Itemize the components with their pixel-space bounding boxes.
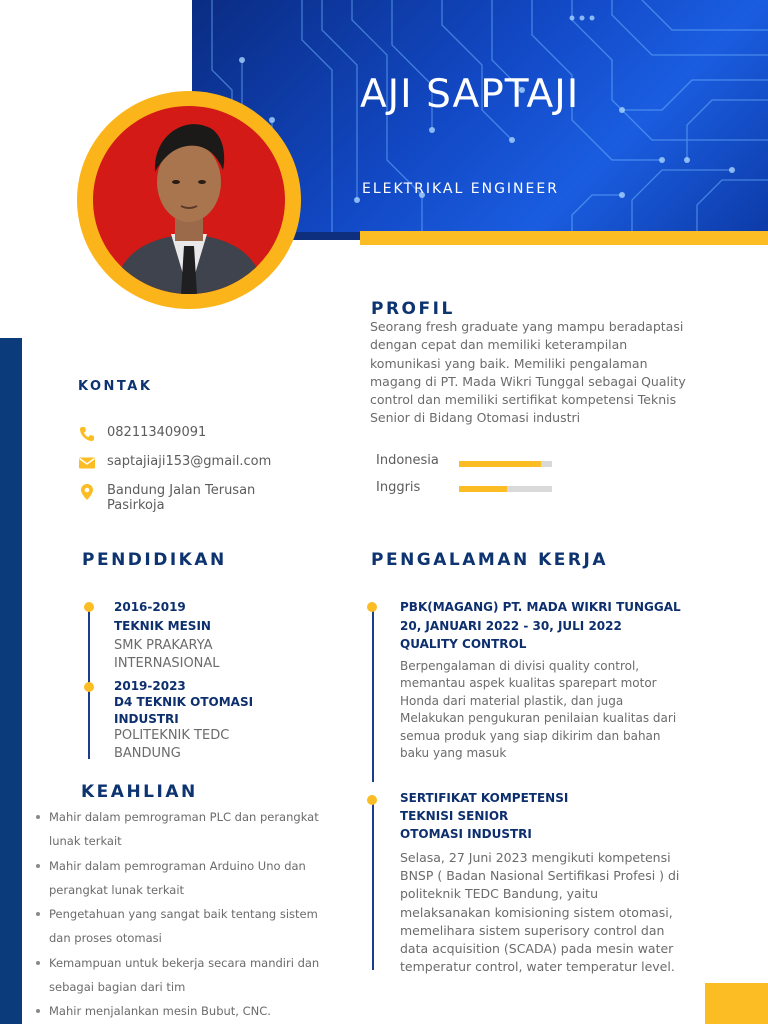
experience-period: 20, JANUARI 2022 - 30, JULI 2022	[400, 619, 622, 633]
language-name: Inggris	[376, 480, 421, 495]
profile-photo	[93, 106, 285, 294]
education-major: D4 TEKNIK OTOMASI INDUSTRI	[114, 695, 254, 726]
language-bar-track	[459, 486, 552, 492]
skill-item: Mahir dalam pemrograman Arduino Uno dan perangkat lunak terkait	[36, 854, 336, 903]
person-name: AJI SAPTAJI	[360, 72, 580, 117]
education-heading: PENDIDIKAN	[82, 550, 227, 570]
skill-item: Kemampuan untuk bekerja secara mandiri dan sebagai bagian dari tim	[36, 951, 336, 1000]
experience-title: PBK(MAGANG) PT. MADA WIKRI TUNGGAL	[400, 600, 681, 614]
sidebar-stripe	[0, 338, 22, 1024]
experience-heading: PENGALAMAN KERJA	[371, 550, 608, 570]
timeline-dot	[367, 602, 377, 612]
mail-icon	[78, 454, 96, 472]
profile-text: Seorang fresh graduate yang mampu beradaptasi dengan cepat dan memiliki keterampilan komunikasi yang baik. Memiliki pengalaman magang di PT. Mada Wikri Tunggal sebagai Quality control dan memiliki sertifikat kompetensi Teknis Senior di Bidang Otomasi industri	[370, 319, 686, 426]
timeline-dot	[84, 602, 94, 612]
contact-heading: KONTAK	[78, 379, 153, 394]
education-years: 2016-2019	[114, 600, 186, 614]
language-bar-track	[459, 461, 552, 467]
education-school: POLITEKNIK TEDC BANDUNG	[114, 728, 230, 761]
experience-title: SERTIFIKAT KOMPETENSI	[400, 791, 569, 805]
corner-accent	[705, 983, 768, 1024]
experience-description: Selasa, 27 Juni 2023 mengikuti kompetensi BNSP ( Badan Nasional Sertifikasi Profesi ) di politeknik TEDC Bandung, yaitu melaksanakan komisioning sistem otomasi, memelihara sistem superisory control dan data acquisition (SCADA) pada mesin water temperatur control, water temperatur level.	[400, 850, 680, 975]
experience-field: OTOMASI INDUSTRI	[400, 827, 532, 841]
timeline-dot	[84, 682, 94, 692]
education-major: TEKNIK MESIN	[114, 619, 211, 633]
job-title: ELEKTRIKAL ENGINEER	[362, 181, 559, 197]
contact-address	[78, 483, 277, 513]
language-name: Indonesia	[376, 453, 439, 468]
header-accent-bar	[360, 231, 768, 245]
timeline-dot	[367, 795, 377, 805]
language-bar-fill	[459, 461, 541, 467]
person-silhouette	[93, 106, 285, 294]
location-pin-icon	[78, 483, 96, 501]
experience-role: QUALITY CONTROL	[400, 637, 527, 651]
education-years: 2019-2023	[114, 679, 186, 693]
language-bar-fill	[459, 486, 507, 492]
experience-timeline	[372, 800, 374, 970]
address: Bandung Jalan Terusan Pasirkoja	[107, 483, 256, 513]
experience-description: Berpengalaman di divisi quality control, memantau aspek kualitas sparepart motor Honda dari material plastik, dan juga Melakukan pengukuran penilaian kualitas dari semua produk yang siap dikirim dan bahan baku yang masuk	[400, 659, 677, 761]
skills-heading: KEAHLIAN	[81, 782, 198, 802]
skills-list	[36, 805, 336, 1024]
skill-item: Mahir dalam pemrograman PLC dan perangkat lunak terkait	[36, 805, 336, 854]
phone-icon	[78, 425, 96, 443]
profile-heading: PROFIL	[371, 299, 455, 319]
email-address: saptajiaji153@gmail.com	[107, 454, 272, 469]
contact-phone	[78, 425, 206, 443]
skill-item: Mahir menjalankan mesin Bubut, CNC.	[36, 999, 336, 1023]
phone-number: 082113409091	[107, 425, 207, 440]
skill-item: Pengetahuan yang sangat baik tentang sistem dan proses otomasi	[36, 902, 336, 951]
experience-subtitle: TEKNISI SENIOR	[400, 809, 509, 823]
experience-timeline	[372, 607, 374, 782]
contact-email	[78, 454, 271, 472]
education-school: SMK PRAKARYA INTERNASIONAL	[114, 638, 220, 671]
